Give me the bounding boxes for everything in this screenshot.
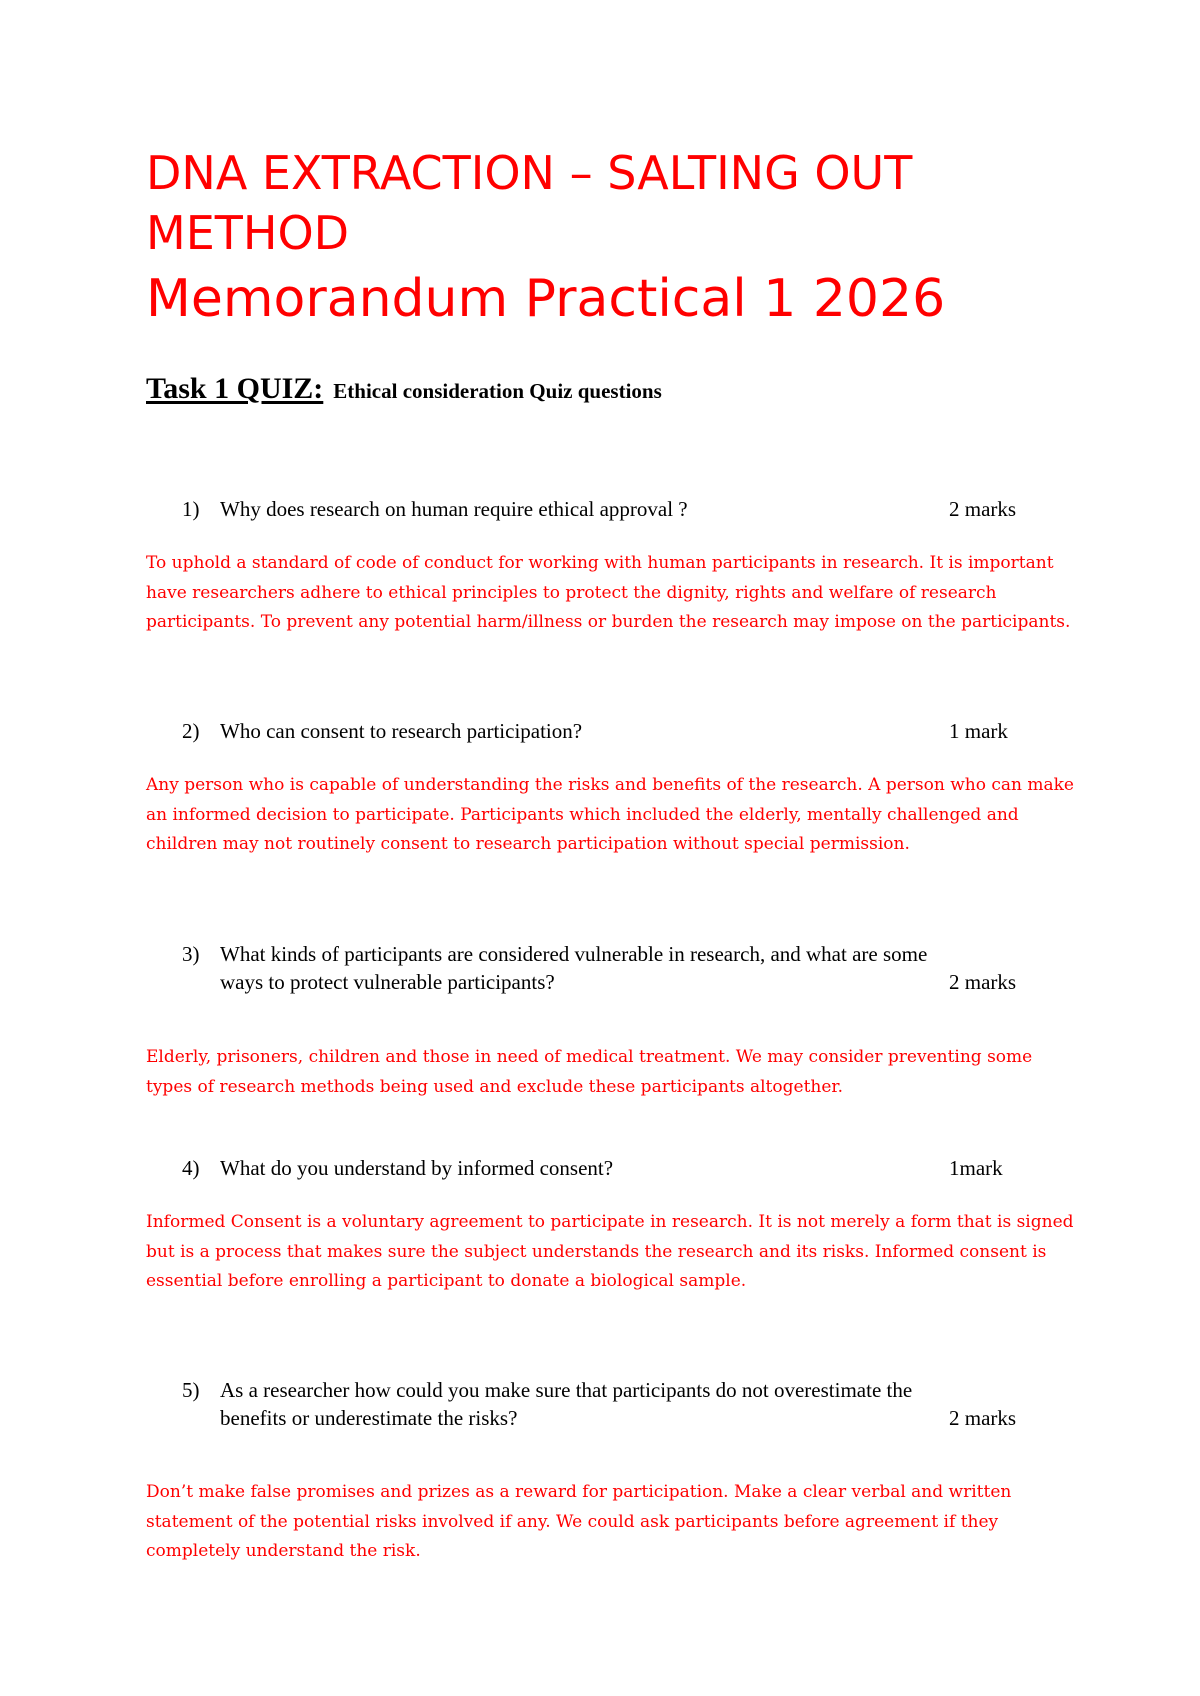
task-description: Ethical consideration Quiz questions xyxy=(333,379,662,403)
task-label: Task 1 QUIZ: xyxy=(146,372,324,405)
question-marks: 2 marks xyxy=(949,970,1017,994)
answer-4: Informed Consent is a voluntary agreement to participate in research. It is not merely a form that is signed but is a process that makes sure the subject understands the research and its risks. Informed consent is essential before enrolling a participant to donate a biological sample. xyxy=(146,1212,1074,1291)
question-number: 3) xyxy=(182,942,200,966)
question-number: 2) xyxy=(182,719,200,743)
question-marks: 1 mark xyxy=(949,719,1008,743)
document-title: DNA EXTRACTION – SALTING OUT METHOD xyxy=(146,146,913,260)
question-text: Who can consent to research participation? xyxy=(220,719,583,743)
document-subtitle: Memorandum Practical 1 2026 xyxy=(146,269,946,329)
question-5 xyxy=(146,1376,1046,1432)
question-marks: 2 marks xyxy=(949,497,1017,521)
question-text: As a researcher how could you make sure that participants do not overestimate the benefits or underestimate the risks? xyxy=(220,1378,913,1430)
question-number: 1) xyxy=(182,497,200,521)
task-heading xyxy=(146,372,1106,406)
question-text: What kinds of participants are considered vulnerable in research, and what are some ways to protect vulnerable participants? xyxy=(220,942,928,994)
question-number: 4) xyxy=(182,1156,200,1180)
question-text: Why does research on human require ethical approval ? xyxy=(220,497,688,521)
question-number: 5) xyxy=(182,1378,200,1402)
question-marks: 2 marks xyxy=(949,1406,1017,1430)
answer-1: To uphold a standard of code of conduct for working with human participants in research. It is important have researchers adhere to ethical principles to protect the dignity, rights and welfare of research participants. To prevent any potential harm/illness or burden the research may impose on the participants. xyxy=(146,553,1071,632)
question-1 xyxy=(146,495,1046,523)
question-2 xyxy=(146,717,1046,745)
answer-2: Any person who is capable of understanding the risks and benefits of the research. A person who can make an informed decision to participate. Participants which included the elderly, mentally challenged and children may not routinely consent to research participation without special permission. xyxy=(146,775,1074,854)
question-3 xyxy=(146,940,1046,996)
answer-5: Don’t make false promises and prizes as a reward for participation. Make a clear verbal and written statement of the potential risks involved if any. We could ask participants before agreement if they completely understand the risk. xyxy=(146,1482,1012,1561)
question-text: What do you understand by informed consent? xyxy=(220,1156,614,1180)
question-4 xyxy=(146,1154,1046,1182)
question-marks: 1mark xyxy=(949,1156,1003,1180)
answer-3: Elderly, prisoners, children and those in need of medical treatment. We may consider preventing some types of research methods being used and exclude these participants altogether. xyxy=(146,1047,1033,1097)
